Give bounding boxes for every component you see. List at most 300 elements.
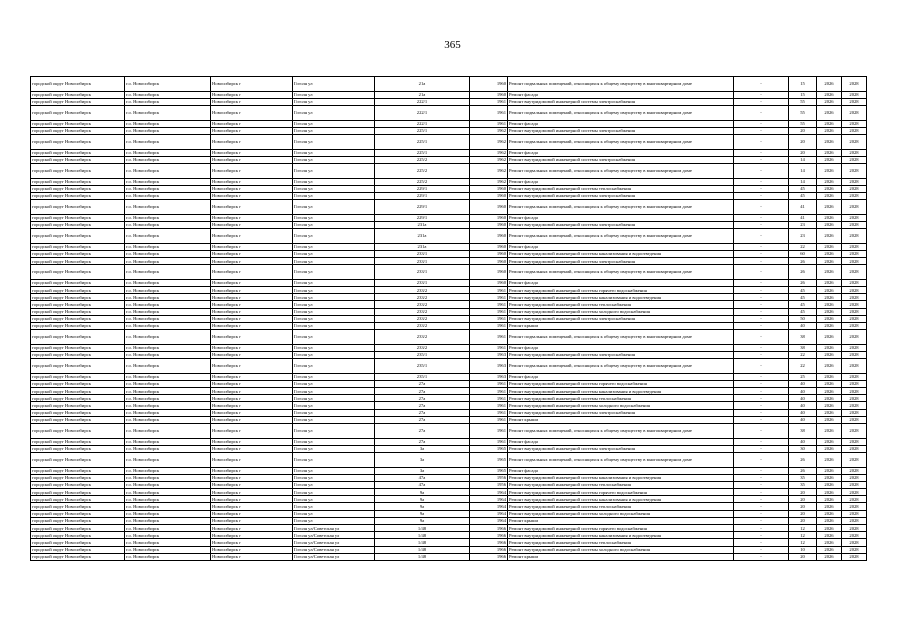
district-cell: г.о. Новосибирск bbox=[125, 156, 211, 163]
end-year-cell: 2028 bbox=[842, 388, 867, 395]
street-cell: Гоголя ул/Советская ул bbox=[293, 539, 375, 546]
street-cell: Гоголя ул bbox=[293, 163, 375, 178]
work-type-cell: Ремонт подвальных помещений, относящихся к общему имуществу в многоквартирном доме bbox=[508, 105, 734, 120]
street-cell: Гоголя ул bbox=[293, 452, 375, 467]
table-row bbox=[31, 395, 867, 402]
city-cell: Новосибирск г bbox=[211, 77, 293, 92]
area-cell: - bbox=[734, 301, 789, 308]
street-cell: Гоголя ул bbox=[293, 489, 375, 496]
house-cell: 3а bbox=[375, 452, 470, 467]
city-cell: Новосибирск г bbox=[211, 315, 293, 322]
year-cell: 1962 bbox=[470, 163, 508, 178]
year-cell: 1961 bbox=[470, 344, 508, 351]
work-type-cell: Ремонт внутридомовой инженерной системы электроснабжения bbox=[508, 351, 734, 358]
year-cell: 1960 bbox=[470, 229, 508, 244]
year-cell: 1961 bbox=[470, 286, 508, 293]
end-year-cell: 2028 bbox=[842, 214, 867, 221]
street-cell: Гоголя ул bbox=[293, 301, 375, 308]
start-year-cell: 2026 bbox=[817, 214, 842, 221]
municipality-cell: городской округ Новосибирск bbox=[31, 481, 125, 488]
table-row bbox=[31, 315, 867, 322]
work-type-cell: Ремонт фасада bbox=[508, 178, 734, 185]
municipality-cell: городской округ Новосибирск bbox=[31, 127, 125, 134]
page-number: 365 bbox=[444, 39, 461, 51]
municipality-cell: городской округ Новосибирск bbox=[31, 416, 125, 423]
street-cell: Гоголя ул bbox=[293, 98, 375, 105]
table-row bbox=[31, 517, 867, 524]
city-cell: Новосибирск г bbox=[211, 445, 293, 452]
start-year-cell: 2026 bbox=[817, 265, 842, 280]
year-cell: 1961 bbox=[470, 395, 508, 402]
table-row bbox=[31, 258, 867, 265]
table-row bbox=[31, 301, 867, 308]
year-cell: 1960 bbox=[470, 250, 508, 257]
district-cell: г.о. Новосибирск bbox=[125, 301, 211, 308]
house-cell: 9а bbox=[375, 510, 470, 517]
house-cell: 47а bbox=[375, 481, 470, 488]
end-year-cell: 2028 bbox=[842, 221, 867, 228]
street-cell: Гоголя ул bbox=[293, 517, 375, 524]
table-row bbox=[31, 481, 867, 488]
work-type-cell: Ремонт внутридомовой инженерной системы канализования и водоотведения bbox=[508, 250, 734, 257]
area-cell: - bbox=[734, 489, 789, 496]
city-cell: Новосибирск г bbox=[211, 539, 293, 546]
municipality-cell: городской округ Новосибирск bbox=[31, 315, 125, 322]
table-row bbox=[31, 452, 867, 467]
house-cell: 47а bbox=[375, 474, 470, 481]
district-cell: г.о. Новосибирск bbox=[125, 120, 211, 127]
street-cell: Гоголя ул bbox=[293, 149, 375, 156]
municipality-cell: городской округ Новосибирск bbox=[31, 279, 125, 286]
count-cell: 40 bbox=[789, 395, 817, 402]
street-cell: Гоголя ул bbox=[293, 388, 375, 395]
district-cell: г.о. Новосибирск bbox=[125, 322, 211, 329]
work-type-cell: Ремонт внутридомовой инженерной системы электроснабжения bbox=[508, 156, 734, 163]
end-year-cell: 2028 bbox=[842, 445, 867, 452]
city-cell: Новосибирск г bbox=[211, 178, 293, 185]
year-cell: 1961 bbox=[470, 105, 508, 120]
municipality-cell: городской округ Новосибирск bbox=[31, 525, 125, 532]
area-cell: - bbox=[734, 481, 789, 488]
street-cell: Гоголя ул bbox=[293, 344, 375, 351]
start-year-cell: 2026 bbox=[817, 553, 842, 560]
street-cell: Гоголя ул bbox=[293, 185, 375, 192]
street-cell: Гоголя ул bbox=[293, 192, 375, 199]
area-cell: - bbox=[734, 105, 789, 120]
house-cell: 21а bbox=[375, 77, 470, 92]
end-year-cell: 2028 bbox=[842, 98, 867, 105]
street-cell: Гоголя ул bbox=[293, 373, 375, 380]
table-row bbox=[31, 525, 867, 532]
work-type-cell: Ремонт подвальных помещений, относящихся к общему имуществу в многоквартирном доме bbox=[508, 452, 734, 467]
end-year-cell: 2028 bbox=[842, 308, 867, 315]
district-cell: г.о. Новосибирск bbox=[125, 481, 211, 488]
city-cell: Новосибирск г bbox=[211, 416, 293, 423]
count-cell: 22 bbox=[789, 351, 817, 358]
house-cell: 235/1 bbox=[375, 373, 470, 380]
start-year-cell: 2026 bbox=[817, 481, 842, 488]
table-row bbox=[31, 344, 867, 351]
work-type-cell: Ремонт фасада bbox=[508, 279, 734, 286]
count-cell: 35 bbox=[789, 481, 817, 488]
area-cell: - bbox=[734, 395, 789, 402]
house-cell: 27а bbox=[375, 438, 470, 445]
year-cell: 1960 bbox=[470, 214, 508, 221]
street-cell: Гоголя ул bbox=[293, 134, 375, 149]
end-year-cell: 2028 bbox=[842, 192, 867, 199]
count-cell: 20 bbox=[789, 503, 817, 510]
start-year-cell: 2026 bbox=[817, 452, 842, 467]
street-cell: Гоголя ул bbox=[293, 438, 375, 445]
house-cell: 222/1 bbox=[375, 120, 470, 127]
table-row bbox=[31, 546, 867, 553]
count-cell: 12 bbox=[789, 525, 817, 532]
street-cell: Гоголя ул bbox=[293, 474, 375, 481]
district-cell: г.о. Новосибирск bbox=[125, 344, 211, 351]
district-cell: г.о. Новосибирск bbox=[125, 539, 211, 546]
area-cell: - bbox=[734, 546, 789, 553]
house-cell: 233/1 bbox=[375, 279, 470, 286]
work-type-cell: Ремонт подвальных помещений, относящихся к общему имуществу в многоквартирном доме bbox=[508, 77, 734, 92]
city-cell: Новосибирск г bbox=[211, 489, 293, 496]
end-year-cell: 2028 bbox=[842, 510, 867, 517]
count-cell: 30 bbox=[789, 445, 817, 452]
municipality-cell: городской округ Новосибирск bbox=[31, 351, 125, 358]
count-cell: 45 bbox=[789, 286, 817, 293]
area-cell: - bbox=[734, 91, 789, 98]
end-year-cell: 2028 bbox=[842, 467, 867, 474]
start-year-cell: 2026 bbox=[817, 91, 842, 98]
count-cell: 10 bbox=[789, 546, 817, 553]
count-cell: 55 bbox=[789, 105, 817, 120]
house-cell: 233/2 bbox=[375, 294, 470, 301]
house-cell: 233/2 bbox=[375, 315, 470, 322]
table-row bbox=[31, 359, 867, 374]
end-year-cell: 2028 bbox=[842, 91, 867, 98]
house-cell: 233/2 bbox=[375, 301, 470, 308]
end-year-cell: 2028 bbox=[842, 127, 867, 134]
house-cell: 27а bbox=[375, 395, 470, 402]
count-cell: 45 bbox=[789, 301, 817, 308]
start-year-cell: 2026 bbox=[817, 127, 842, 134]
repair-schedule-table-container bbox=[30, 76, 866, 561]
city-cell: Новосибирск г bbox=[211, 438, 293, 445]
house-cell: 27а bbox=[375, 423, 470, 438]
city-cell: Новосибирск г bbox=[211, 265, 293, 280]
city-cell: Новосибирск г bbox=[211, 395, 293, 402]
street-cell: Гоголя ул/Советская ул bbox=[293, 553, 375, 560]
street-cell: Гоголя ул bbox=[293, 496, 375, 503]
end-year-cell: 2028 bbox=[842, 438, 867, 445]
work-type-cell: Ремонт внутридомовой инженерной системы теплоснабжения bbox=[508, 539, 734, 546]
street-cell: Гоголя ул bbox=[293, 402, 375, 409]
start-year-cell: 2026 bbox=[817, 308, 842, 315]
work-type-cell: Ремонт внутридомовой инженерной системы электроснабжения bbox=[508, 221, 734, 228]
year-cell: 1961 bbox=[470, 98, 508, 105]
house-cell: 233/2 bbox=[375, 344, 470, 351]
year-cell: 1965 bbox=[470, 452, 508, 467]
district-cell: г.о. Новосибирск bbox=[125, 149, 211, 156]
work-type-cell: Ремонт внутридомовой инженерной системы электроснабжения bbox=[508, 98, 734, 105]
end-year-cell: 2028 bbox=[842, 185, 867, 192]
table-row bbox=[31, 445, 867, 452]
table-row bbox=[31, 134, 867, 149]
table-row bbox=[31, 553, 867, 560]
count-cell: 40 bbox=[789, 438, 817, 445]
table-row bbox=[31, 330, 867, 345]
year-cell: 1960 bbox=[470, 185, 508, 192]
district-cell: г.о. Новосибирск bbox=[125, 178, 211, 185]
area-cell: - bbox=[734, 510, 789, 517]
work-type-cell: Ремонт подвальных помещений, относящихся к общему имуществу в многоквартирном доме bbox=[508, 265, 734, 280]
count-cell: 20 bbox=[789, 149, 817, 156]
municipality-cell: городской округ Новосибирск bbox=[31, 373, 125, 380]
year-cell: 1961 bbox=[470, 301, 508, 308]
street-cell: Гоголя ул bbox=[293, 416, 375, 423]
start-year-cell: 2026 bbox=[817, 120, 842, 127]
house-cell: 1/48 bbox=[375, 532, 470, 539]
municipality-cell: городской округ Новосибирск bbox=[31, 156, 125, 163]
count-cell: 40 bbox=[789, 402, 817, 409]
start-year-cell: 2026 bbox=[817, 395, 842, 402]
street-cell: Гоголя ул bbox=[293, 315, 375, 322]
area-cell: - bbox=[734, 294, 789, 301]
area-cell: - bbox=[734, 344, 789, 351]
start-year-cell: 2026 bbox=[817, 359, 842, 374]
municipality-cell: городской округ Новосибирск bbox=[31, 395, 125, 402]
district-cell: г.о. Новосибирск bbox=[125, 380, 211, 387]
start-year-cell: 2026 bbox=[817, 510, 842, 517]
year-cell: 1961 bbox=[470, 380, 508, 387]
city-cell: Новосибирск г bbox=[211, 402, 293, 409]
table-row bbox=[31, 77, 867, 92]
area-cell: - bbox=[734, 286, 789, 293]
count-cell: 26 bbox=[789, 279, 817, 286]
table-row bbox=[31, 532, 867, 539]
start-year-cell: 2026 bbox=[817, 200, 842, 215]
end-year-cell: 2028 bbox=[842, 517, 867, 524]
municipality-cell: городской округ Новосибирск bbox=[31, 134, 125, 149]
work-type-cell: Ремонт фасада bbox=[508, 467, 734, 474]
municipality-cell: городской округ Новосибирск bbox=[31, 503, 125, 510]
start-year-cell: 2026 bbox=[817, 438, 842, 445]
work-type-cell: Ремонт внутридомовой инженерной системы холодного водоснабжения bbox=[508, 308, 734, 315]
district-cell: г.о. Новосибирск bbox=[125, 388, 211, 395]
municipality-cell: городской округ Новосибирск bbox=[31, 105, 125, 120]
end-year-cell: 2028 bbox=[842, 474, 867, 481]
house-cell: 233/1 bbox=[375, 265, 470, 280]
district-cell: г.о. Новосибирск bbox=[125, 286, 211, 293]
table-row bbox=[31, 265, 867, 280]
work-type-cell: Ремонт крыши bbox=[508, 553, 734, 560]
house-cell: 233/2 bbox=[375, 286, 470, 293]
end-year-cell: 2028 bbox=[842, 77, 867, 92]
area-cell: - bbox=[734, 258, 789, 265]
end-year-cell: 2028 bbox=[842, 553, 867, 560]
municipality-cell: городской округ Новосибирск bbox=[31, 192, 125, 199]
count-cell: 26 bbox=[789, 452, 817, 467]
district-cell: г.о. Новосибирск bbox=[125, 546, 211, 553]
end-year-cell: 2028 bbox=[842, 402, 867, 409]
count-cell: 20 bbox=[789, 553, 817, 560]
year-cell: 1961 bbox=[470, 409, 508, 416]
district-cell: г.о. Новосибирск bbox=[125, 409, 211, 416]
street-cell: Гоголя ул bbox=[293, 221, 375, 228]
street-cell: Гоголя ул/Советская ул bbox=[293, 525, 375, 532]
year-cell: 1966 bbox=[470, 532, 508, 539]
start-year-cell: 2026 bbox=[817, 163, 842, 178]
house-cell: 1/48 bbox=[375, 546, 470, 553]
end-year-cell: 2028 bbox=[842, 156, 867, 163]
city-cell: Новосибирск г bbox=[211, 546, 293, 553]
house-cell: 222/1 bbox=[375, 98, 470, 105]
end-year-cell: 2028 bbox=[842, 351, 867, 358]
work-type-cell: Ремонт фасада bbox=[508, 373, 734, 380]
area-cell: - bbox=[734, 265, 789, 280]
start-year-cell: 2026 bbox=[817, 98, 842, 105]
end-year-cell: 2028 bbox=[842, 279, 867, 286]
house-cell: 231а bbox=[375, 229, 470, 244]
house-cell: 3а bbox=[375, 445, 470, 452]
year-cell: 1961 bbox=[470, 423, 508, 438]
street-cell: Гоголя ул bbox=[293, 308, 375, 315]
count-cell: 40 bbox=[789, 322, 817, 329]
area-cell: - bbox=[734, 445, 789, 452]
count-cell: 40 bbox=[789, 416, 817, 423]
area-cell: - bbox=[734, 214, 789, 221]
municipality-cell: городской округ Новосибирск bbox=[31, 265, 125, 280]
district-cell: г.о. Новосибирск bbox=[125, 438, 211, 445]
street-cell: Гоголя ул bbox=[293, 467, 375, 474]
city-cell: Новосибирск г bbox=[211, 156, 293, 163]
street-cell: Гоголя ул bbox=[293, 294, 375, 301]
district-cell: г.о. Новосибирск bbox=[125, 474, 211, 481]
start-year-cell: 2026 bbox=[817, 388, 842, 395]
table-row bbox=[31, 120, 867, 127]
work-type-cell: Ремонт фасада bbox=[508, 243, 734, 250]
work-type-cell: Ремонт внутридомовой инженерной системы электроснабжения bbox=[508, 445, 734, 452]
work-type-cell: Ремонт внутридомовой инженерной системы горячего водоснабжения bbox=[508, 380, 734, 387]
city-cell: Новосибирск г bbox=[211, 373, 293, 380]
end-year-cell: 2028 bbox=[842, 532, 867, 539]
house-cell: 27а bbox=[375, 388, 470, 395]
area-cell: - bbox=[734, 496, 789, 503]
end-year-cell: 2028 bbox=[842, 294, 867, 301]
work-type-cell: Ремонт внутридомовой инженерной системы холодного водоснабжения bbox=[508, 546, 734, 553]
count-cell: 26 bbox=[789, 467, 817, 474]
area-cell: - bbox=[734, 532, 789, 539]
start-year-cell: 2026 bbox=[817, 532, 842, 539]
street-cell: Гоголя ул bbox=[293, 105, 375, 120]
street-cell: Гоголя ул bbox=[293, 481, 375, 488]
year-cell: 1962 bbox=[470, 134, 508, 149]
end-year-cell: 2028 bbox=[842, 423, 867, 438]
count-cell: 14 bbox=[789, 178, 817, 185]
city-cell: Новосибирск г bbox=[211, 474, 293, 481]
year-cell: 1964 bbox=[470, 489, 508, 496]
end-year-cell: 2028 bbox=[842, 301, 867, 308]
city-cell: Новосибирск г bbox=[211, 214, 293, 221]
city-cell: Новосибирск г bbox=[211, 351, 293, 358]
end-year-cell: 2028 bbox=[842, 496, 867, 503]
municipality-cell: городской округ Новосибирск bbox=[31, 178, 125, 185]
start-year-cell: 2026 bbox=[817, 416, 842, 423]
municipality-cell: городской округ Новосибирск bbox=[31, 388, 125, 395]
municipality-cell: городской округ Новосибирск bbox=[31, 359, 125, 374]
work-type-cell: Ремонт внутридомовой инженерной системы горячего водоснабжения bbox=[508, 489, 734, 496]
table-row bbox=[31, 279, 867, 286]
count-cell: 15 bbox=[789, 91, 817, 98]
work-type-cell: Ремонт подвальных помещений, относящихся к общему имуществу в многоквартирном доме bbox=[508, 359, 734, 374]
year-cell: 1964 bbox=[470, 517, 508, 524]
start-year-cell: 2026 bbox=[817, 496, 842, 503]
city-cell: Новосибирск г bbox=[211, 344, 293, 351]
house-cell: 233/2 bbox=[375, 330, 470, 345]
area-cell: - bbox=[734, 539, 789, 546]
year-cell: 1960 bbox=[470, 91, 508, 98]
start-year-cell: 2026 bbox=[817, 409, 842, 416]
year-cell: 1960 bbox=[470, 243, 508, 250]
start-year-cell: 2026 bbox=[817, 445, 842, 452]
district-cell: г.о. Новосибирск bbox=[125, 192, 211, 199]
work-type-cell: Ремонт фасада bbox=[508, 120, 734, 127]
table-row bbox=[31, 474, 867, 481]
count-cell: 20 bbox=[789, 517, 817, 524]
area-cell: - bbox=[734, 388, 789, 395]
district-cell: г.о. Новосибирск bbox=[125, 359, 211, 374]
count-cell: 12 bbox=[789, 539, 817, 546]
work-type-cell: Ремонт внутридомовой инженерной системы электроснабжения bbox=[508, 127, 734, 134]
municipality-cell: городской округ Новосибирск bbox=[31, 149, 125, 156]
year-cell: 1963 bbox=[470, 359, 508, 374]
start-year-cell: 2026 bbox=[817, 192, 842, 199]
district-cell: г.о. Новосибирск bbox=[125, 423, 211, 438]
city-cell: Новосибирск г bbox=[211, 481, 293, 488]
year-cell: 1966 bbox=[470, 525, 508, 532]
house-cell: 27а bbox=[375, 402, 470, 409]
city-cell: Новосибирск г bbox=[211, 221, 293, 228]
work-type-cell: Ремонт внутридомовой инженерной системы горячего водоснабжения bbox=[508, 525, 734, 532]
district-cell: г.о. Новосибирск bbox=[125, 243, 211, 250]
table-row bbox=[31, 489, 867, 496]
start-year-cell: 2026 bbox=[817, 517, 842, 524]
year-cell: 1961 bbox=[470, 315, 508, 322]
year-cell: 1961 bbox=[470, 388, 508, 395]
start-year-cell: 2026 bbox=[817, 489, 842, 496]
work-type-cell: Ремонт фасада bbox=[508, 149, 734, 156]
work-type-cell: Ремонт подвальных помещений, относящихся к общему имуществу в многоквартирном доме bbox=[508, 423, 734, 438]
work-type-cell: Ремонт внутридомовой инженерной системы электроснабжения bbox=[508, 258, 734, 265]
count-cell: 23 bbox=[789, 229, 817, 244]
year-cell: 1966 bbox=[470, 539, 508, 546]
district-cell: г.о. Новосибирск bbox=[125, 308, 211, 315]
start-year-cell: 2026 bbox=[817, 279, 842, 286]
start-year-cell: 2026 bbox=[817, 134, 842, 149]
end-year-cell: 2028 bbox=[842, 315, 867, 322]
count-cell: 45 bbox=[789, 185, 817, 192]
year-cell: 1961 bbox=[470, 402, 508, 409]
city-cell: Новосибирск г bbox=[211, 517, 293, 524]
house-cell: 233/2 bbox=[375, 308, 470, 315]
district-cell: г.о. Новосибирск bbox=[125, 134, 211, 149]
house-cell: 1/48 bbox=[375, 553, 470, 560]
city-cell: Новосибирск г bbox=[211, 294, 293, 301]
street-cell: Гоголя ул bbox=[293, 503, 375, 510]
end-year-cell: 2028 bbox=[842, 243, 867, 250]
work-type-cell: Ремонт подвальных помещений, относящихся к общему имуществу в многоквартирном доме bbox=[508, 163, 734, 178]
work-type-cell: Ремонт внутридомовой инженерной системы электроснабжения bbox=[508, 315, 734, 322]
count-cell: 40 bbox=[789, 380, 817, 387]
